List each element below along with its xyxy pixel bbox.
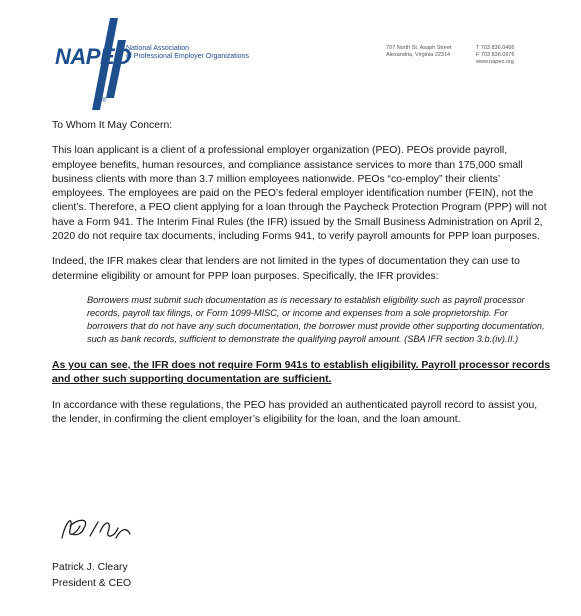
letterhead: [0, 0, 581, 112]
logo-wordmark: NAPEO: [55, 44, 131, 69]
contact-info: [476, 45, 515, 66]
signature-block: [52, 560, 131, 592]
registered-mark: ®: [102, 98, 107, 104]
address-line1: 707 North St. Asaph Street: [386, 45, 452, 51]
street-address: [386, 45, 451, 59]
org-name-line2: of Professional Employer Organizations: [126, 53, 249, 60]
signer-name: Patrick J. Cleary: [52, 562, 128, 573]
organization-name: [126, 45, 249, 61]
paragraph-peo-intro: This loan applicant is a client of a professional employer organization (PEO). PEOs provide payroll, employee benefits, human resources, and compliance assistance services to more than 175,000 small business clients with more than 3.7 million employees nationwide. PEOs “co-employ” their clients’ employees. The employees are paid on the PEO’s federal employer identification number (FEIN), not the client’s. Therefore, a PEO client applying for a loan through the Paycheck Protection Program (PPP) will not have a Form 941. The Interim Final Rules (the IFR) issued by the Small Business Administration on April 2, 2020 do not require tax documents, including Forms 941, to verify payroll amounts for PPP loan purposes.: [52, 145, 547, 243]
fax-number: F 703 836.0976: [476, 52, 515, 58]
paragraph-ifr: Indeed, the IFR makes clear that lenders are not limited in the types of documentation they can use to determine eligibility or amount for PPP loan purposes. Specifically, the IFR provides:: [52, 256, 520, 282]
address-line2: Alexandria, Virginia 22314: [386, 52, 451, 58]
paragraph-conclusion: In accordance with these regulations, the PEO has provided an authenticated payroll record to assist you, the lender, in confirming the client employer’s eligibility for the loan, and the loan amount.: [52, 399, 538, 425]
emphasis-statement: As you can see, the IFR does not require Form 941s to establish eligibility. Payroll processor records and other such supporting documentation are sufficient.: [52, 359, 551, 386]
signature-image: [56, 508, 136, 548]
ifr-quote: Borrowers must submit such documentation as is necessary to establish eligibility such as payroll processor records, payroll tax filings, or Form 1099-MISC, or income and expenses from a sole proprietorship. For borrowers that do not have any such documentation, the borrower must provide other supporting documentation, such as bank records, sufficient to demonstrate the qualifying payroll amount. (SBA IFR section 3.b.(iv).II.): [87, 294, 545, 344]
phone-number: T 703 836.0466: [476, 45, 515, 51]
org-name-line1: National Association: [126, 45, 190, 52]
letter-body: [52, 112, 552, 427]
salutation: To Whom It May Concern:: [52, 120, 173, 131]
website-link[interactable]: www.napeo.org: [476, 59, 514, 65]
signer-title: President & CEO: [52, 578, 132, 589]
